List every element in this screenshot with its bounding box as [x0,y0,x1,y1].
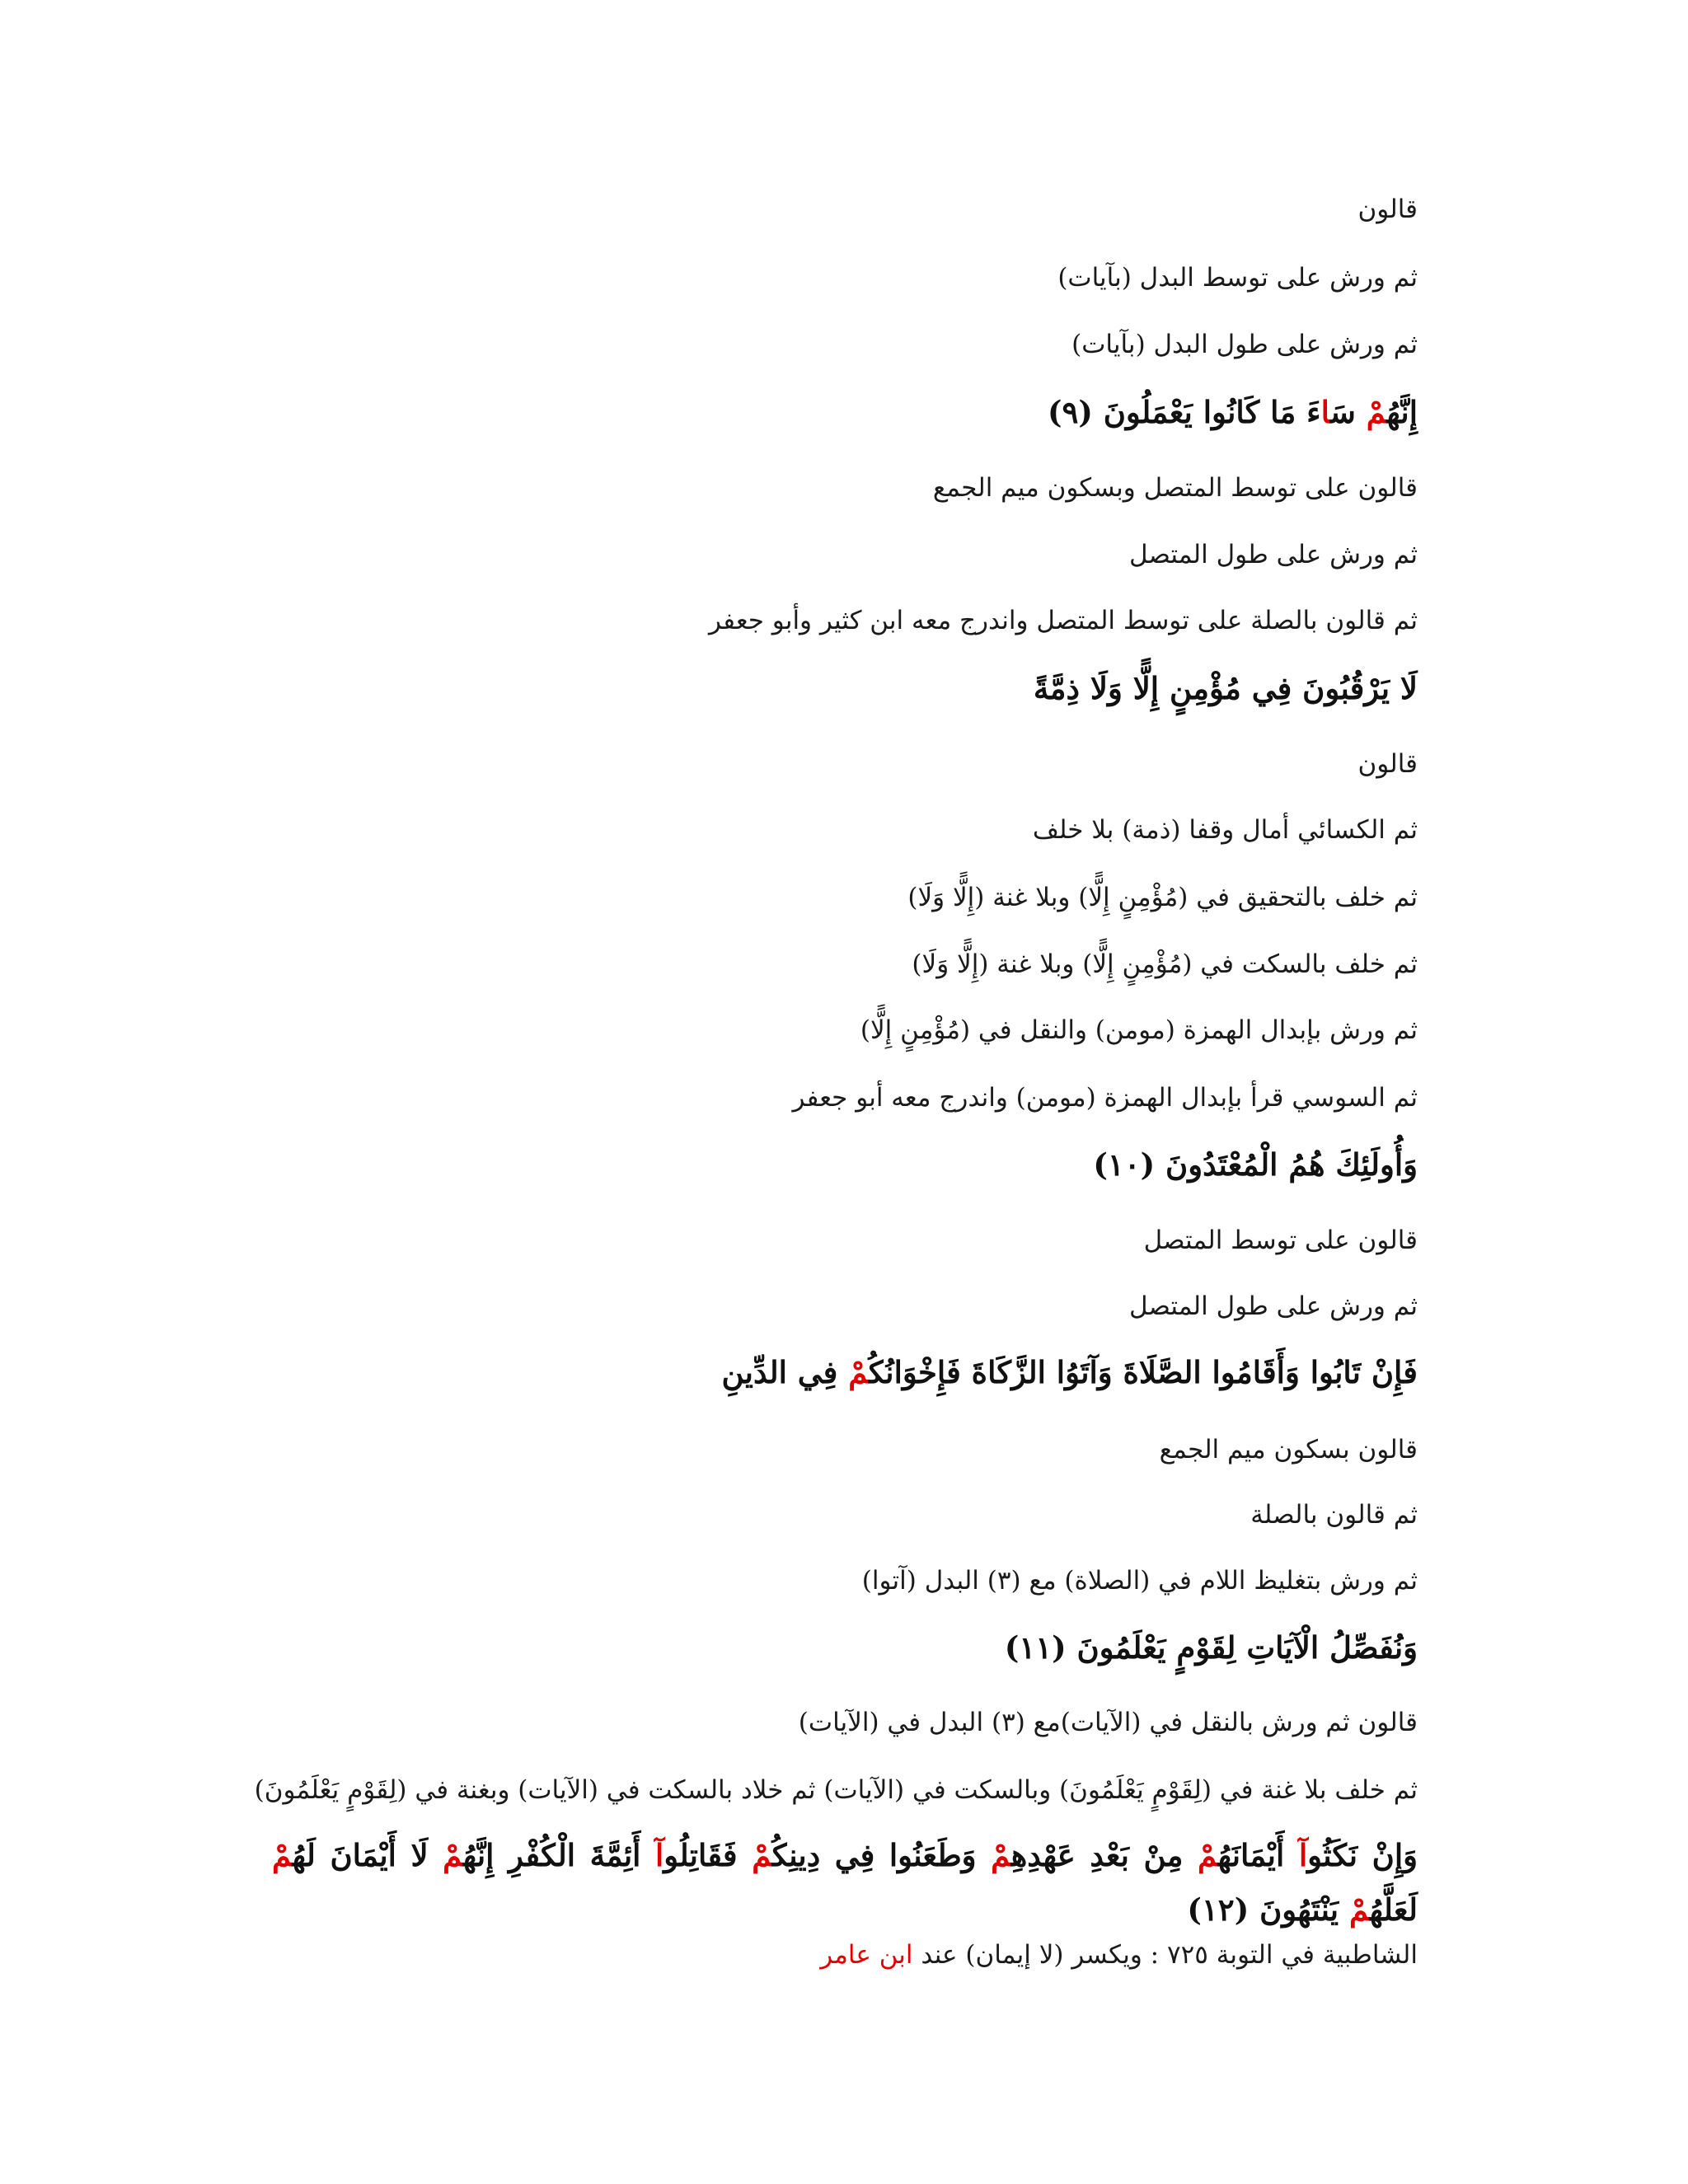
note-line [272,1012,1418,1048]
verse-line [272,668,1418,709]
line-text: ثم ورش على طول المتصل [1129,540,1418,569]
highlighted-text: مْ [752,1837,772,1873]
line-text: ثم خلف بالتحقيق في (مُؤْمِنٍ إِلًّا) وبلا غنة (إِلًّا وَلَا) [907,883,1418,912]
line-text: ثم ورش بتغليظ اللام في (الصلاة) مع (٣) البدل (آتوا) [861,1566,1418,1596]
note-line [272,1563,1418,1599]
note-line [272,260,1418,296]
note-line [272,470,1418,506]
line-text: ثم ورش على توسط البدل (بآيات) [1057,263,1418,293]
line-text: قالون على توسط المتصل وبسكون ميم الجمع [932,473,1418,503]
highlighted-text: مْ [991,1837,1011,1873]
line-text: الشاطبية في التوبة ٧٢٥ : ويكسر (لا إيمان) عند [912,1940,1418,1970]
line-text: ثم ورش على طول المتصل [1129,1291,1418,1321]
line-text: لَا يَرْقُبُونَ فِي مُؤْمِنٍ إِلًّا وَلَا ذِمَّةً [1033,670,1418,706]
highlighted-text: آ [1298,1837,1308,1873]
highlighted-text: مْ [1366,394,1387,430]
line-text: وَإِنْ نَكَثُو [1307,1837,1418,1873]
note-line [272,1497,1418,1533]
line-text: لَا أَيْمَانَ لَهُ [292,1837,443,1873]
note-line [272,602,1418,639]
highlighted-text: آ [655,1837,664,1873]
note-line [272,1937,1418,1973]
line-text: إِنَّهُ [1386,394,1418,430]
note-line [272,812,1418,848]
note-line [272,326,1418,363]
line-text: سَ [1329,394,1367,430]
verse-line [272,1144,1418,1185]
highlighted-text: مْ [1348,1891,1370,1928]
line-text: لَعَلَّهُ [1369,1891,1418,1928]
note-line [272,1432,1418,1468]
line-text: فِي الدِّينِ [721,1354,849,1390]
highlighted-text: ا [1320,394,1330,430]
line-text: يَنْتَهُونَ (١٢) [1187,1891,1349,1928]
line-text: وَأُولَئِكَ هُمُ الْمُعْتَدُونَ (١٠) [1093,1146,1418,1183]
line-text: ثم قالون بالصلة [1250,1500,1418,1530]
note-line [272,191,1418,227]
highlighted-text: ابن عامر [820,1940,913,1970]
highlighted-text: مْ [443,1837,463,1873]
verse-line [272,1627,1418,1668]
verse-line [272,391,1418,433]
note-line [272,1222,1418,1258]
line-text: ثم ورش بإبدال الهمزة (مومن) والنقل في (مُؤْمِنٍ إِلًّا) [860,1015,1418,1045]
line-text: ثم الكسائي أمال وقفا (ذمة) بلا خلف [1032,815,1418,845]
line-text: ثم خلف بلا غنة في (لِقَوْمٍ يَعْلَمُونَ) وبالسكت في (الآيات) ثم خلاد بالسكت في (الآيات) وبغنة في (لِقَوْمٍ يَعْلَمُونَ) [254,1775,1418,1805]
line-text: ثم خلف بالسكت في (مُؤْمِنٍ إِلًّا) وبلا غنة (إِلًّا وَلَا) [912,949,1418,979]
line-text: مِنْ بَعْدِ عَهْدِهِ [1010,1837,1198,1873]
line-text: قالون ثم ورش بالنقل في (الآيات)مع (٣) البدل في (الآيات) [798,1708,1418,1737]
line-text: ءَ مَا كَانُوا يَعْمَلُونَ (٩) [1047,394,1321,430]
line-text: وَطَعَنُوا فِي دِينِكُ [771,1837,992,1873]
line-text: فَقَاتِلُو [663,1837,753,1873]
note-line [272,879,1418,916]
line-text: أَيْمَانَهُ [1217,1837,1299,1873]
note-line [272,746,1418,782]
line-text: ثم السوسي قرأ بإبدال الهمزة (مومن) واندرج معه أبو جعفر [792,1083,1418,1113]
note-line [272,946,1418,982]
line-text: قالون بسكون ميم الجمع [1159,1435,1418,1465]
line-text: فَإِنْ تَابُوا وَأَقَامُوا الصَّلَاةَ وَآتَوُا الزَّكَاةَ فَإِخْوَانُكُ [868,1354,1418,1390]
note-line [272,537,1418,573]
document-page [254,0,1418,2184]
note-line [272,1704,1418,1741]
highlighted-text: مْ [272,1837,293,1873]
line-text: وَنُفَصِّلُ الْآيَاتِ لِقَوْمٍ يَعْلَمُونَ (١١) [1004,1629,1418,1666]
note-line [272,1288,1418,1324]
line-text: ثم ورش على طول البدل (بآيات) [1071,330,1418,359]
line-text: ثم قالون بالصلة على توسط المتصل واندرج معه ابن كثير وأبو جعفر [709,606,1418,635]
note-line [272,1080,1418,1116]
verse-line [272,1352,1418,1393]
highlighted-text: مْ [848,1354,869,1390]
line-text: أَئِمَّةَ الْكُفْرِ إِنَّهُ [462,1837,655,1873]
verse-line [272,1828,1418,1937]
line-text: قالون على توسط المتصل [1143,1226,1418,1255]
line-text: قالون [1357,194,1418,224]
highlighted-text: مْ [1198,1837,1218,1873]
note-line [254,1772,1418,1808]
line-text: قالون [1357,749,1418,779]
